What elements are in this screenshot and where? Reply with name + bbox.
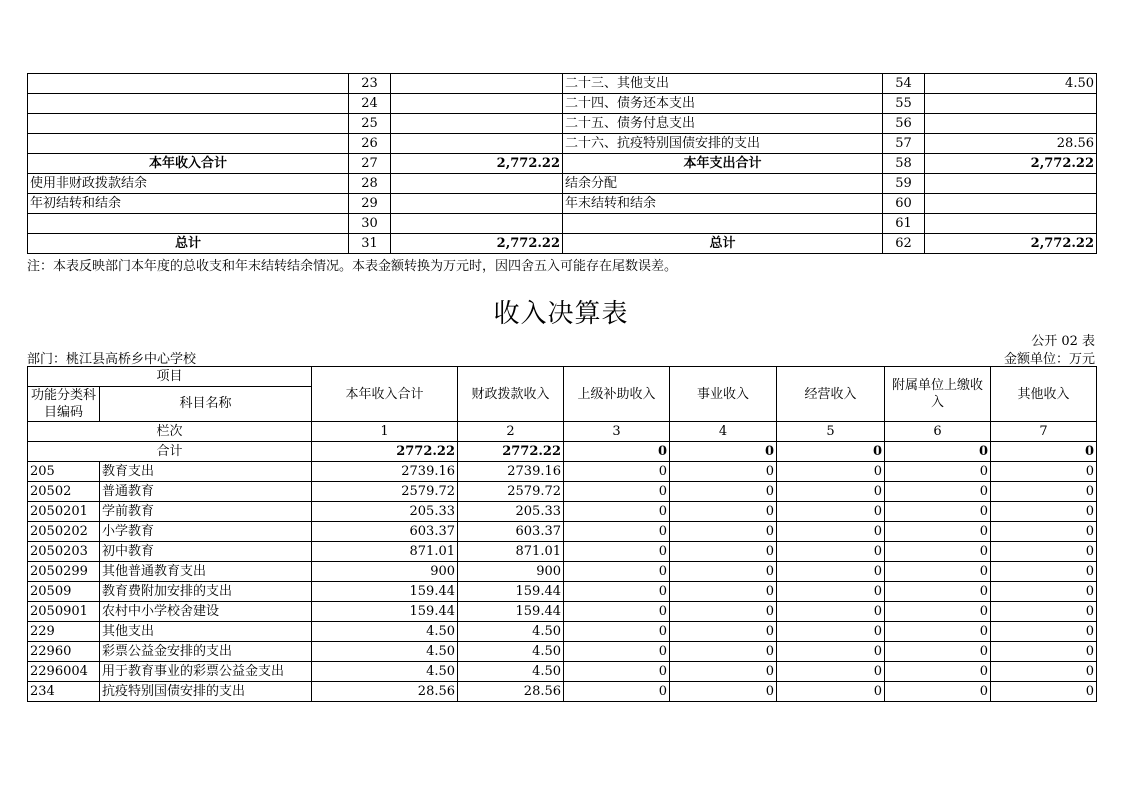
amount-cell: 4.50	[312, 642, 458, 662]
amount-cell: 159.44	[312, 582, 458, 602]
right-label: 二十五、债务付息支出	[563, 114, 883, 134]
left-label: 总计	[28, 234, 349, 254]
amount-cell: 0	[564, 522, 670, 542]
amount-cell: 0	[991, 682, 1097, 702]
amount-cell: 0	[670, 522, 777, 542]
table-row	[28, 542, 1097, 562]
amount-cell: 0	[885, 622, 991, 642]
header-fiscal: 财政拨款收入	[458, 367, 564, 422]
subject-name: 其他支出	[100, 622, 312, 642]
right-amount: 4.50	[925, 74, 1097, 94]
form-code: 公开 02 表	[1031, 334, 1095, 349]
amount-cell: 0	[670, 502, 777, 522]
header-superior: 上级补助收入	[564, 367, 670, 422]
right-amount	[925, 174, 1097, 194]
amount-cell: 0	[777, 622, 885, 642]
right-line-no: 54	[883, 74, 925, 94]
amount-cell: 0	[991, 642, 1097, 662]
table-row	[28, 134, 1097, 154]
right-amount	[925, 214, 1097, 234]
column-number: 7	[991, 422, 1097, 442]
table-row	[28, 114, 1097, 134]
left-amount	[391, 174, 563, 194]
amount-cell: 0	[991, 662, 1097, 682]
subject-code: 20509	[28, 582, 100, 602]
right-label	[563, 214, 883, 234]
amount-cell: 0	[991, 562, 1097, 582]
left-line-no: 27	[349, 154, 391, 174]
left-label	[28, 114, 349, 134]
left-label: 本年收入合计	[28, 154, 349, 174]
subject-name: 学前教育	[100, 502, 312, 522]
subject-code: 2050202	[28, 522, 100, 542]
amount-cell: 0	[670, 682, 777, 702]
amount-cell: 871.01	[458, 542, 564, 562]
left-label: 年初结转和结余	[28, 194, 349, 214]
left-amount	[391, 114, 563, 134]
left-amount: 2,772.22	[391, 154, 563, 174]
right-line-no: 60	[883, 194, 925, 214]
right-line-no: 56	[883, 114, 925, 134]
amount-cell: 0	[991, 522, 1097, 542]
left-amount	[391, 194, 563, 214]
subject-code: 22960	[28, 642, 100, 662]
right-label: 结余分配	[563, 174, 883, 194]
amount-cell: 4.50	[312, 662, 458, 682]
table-row	[28, 234, 1097, 254]
amount-cell: 0	[885, 502, 991, 522]
table-row	[28, 154, 1097, 174]
amount-cell: 0	[564, 542, 670, 562]
amount-cell: 28.56	[458, 682, 564, 702]
amount-cell: 0	[991, 622, 1097, 642]
header-row-1	[28, 367, 1097, 387]
amount-cell: 0	[777, 522, 885, 542]
amount-cell: 159.44	[458, 602, 564, 622]
amount-cell: 0	[777, 502, 885, 522]
right-amount	[925, 114, 1097, 134]
unit-label: 金额单位：万元	[1003, 352, 1095, 367]
amount-cell: 0	[991, 602, 1097, 622]
column-number: 1	[312, 422, 458, 442]
subject-code: 2050203	[28, 542, 100, 562]
header-other: 其他收入	[991, 367, 1097, 422]
column-number: 4	[670, 422, 777, 442]
amount-cell: 0	[777, 462, 885, 482]
left-label	[28, 74, 349, 94]
amount-cell: 0	[885, 682, 991, 702]
amount-cell: 0	[885, 562, 991, 582]
amount-cell: 603.37	[312, 522, 458, 542]
right-line-no: 55	[883, 94, 925, 114]
total-label: 合计	[28, 442, 312, 462]
amount-cell: 0	[670, 662, 777, 682]
table-row	[28, 622, 1097, 642]
table-row	[28, 214, 1097, 234]
column-number: 6	[885, 422, 991, 442]
right-amount: 2,772.22	[925, 234, 1097, 254]
amount-cell: 0	[777, 662, 885, 682]
left-label: 使用非财政拨款结余	[28, 174, 349, 194]
amount-cell: 0	[885, 522, 991, 542]
amount-cell: 0	[991, 482, 1097, 502]
total-value: 0	[564, 442, 670, 462]
right-line-no: 62	[883, 234, 925, 254]
amount-cell: 0	[670, 542, 777, 562]
amount-cell: 0	[777, 682, 885, 702]
left-amount	[391, 94, 563, 114]
subject-name: 教育支出	[100, 462, 312, 482]
table-row	[28, 74, 1097, 94]
right-label: 二十六、抗疫特别国债安排的支出	[563, 134, 883, 154]
amount-cell: 159.44	[312, 602, 458, 622]
amount-cell: 159.44	[458, 582, 564, 602]
header-operating: 经营收入	[777, 367, 885, 422]
amount-cell: 0	[885, 642, 991, 662]
amount-cell: 0	[777, 482, 885, 502]
subject-name: 抗疫特别国债安排的支出	[100, 682, 312, 702]
left-amount	[391, 74, 563, 94]
amount-cell: 4.50	[312, 622, 458, 642]
table-row	[28, 562, 1097, 582]
total-row	[28, 442, 1097, 462]
amount-cell: 0	[991, 542, 1097, 562]
header-func-code: 功能分类科目编码	[28, 387, 100, 422]
right-amount	[925, 194, 1097, 214]
right-line-no: 59	[883, 174, 925, 194]
amount-cell: 2739.16	[312, 462, 458, 482]
left-amount: 2,772.22	[391, 234, 563, 254]
amount-cell: 0	[991, 582, 1097, 602]
amount-cell: 0	[564, 602, 670, 622]
amount-cell: 2739.16	[458, 462, 564, 482]
left-label	[28, 134, 349, 154]
table-row	[28, 662, 1097, 682]
amount-cell: 0	[670, 582, 777, 602]
table-row	[28, 94, 1097, 114]
amount-cell: 0	[777, 582, 885, 602]
header-item: 项目	[28, 367, 312, 387]
subject-code: 2296004	[28, 662, 100, 682]
right-line-no: 58	[883, 154, 925, 174]
table-row	[28, 462, 1097, 482]
subject-name: 农村中小学校舍建设	[100, 602, 312, 622]
table-note: 注：本表反映部门本年度的总收支和年末结转结余情况。本表金额转换为万元时，因四舍五入可能存在尾数误差。	[27, 259, 678, 274]
amount-cell: 0	[564, 622, 670, 642]
left-line-no: 31	[349, 234, 391, 254]
amount-cell: 0	[777, 542, 885, 562]
right-label: 本年支出合计	[563, 154, 883, 174]
amount-cell: 4.50	[458, 642, 564, 662]
right-line-no: 61	[883, 214, 925, 234]
column-number: 2	[458, 422, 564, 442]
subject-name: 小学教育	[100, 522, 312, 542]
amount-cell: 28.56	[312, 682, 458, 702]
amount-cell: 0	[670, 602, 777, 622]
right-label: 二十四、债务还本支出	[563, 94, 883, 114]
amount-cell: 0	[885, 542, 991, 562]
subject-code: 2050901	[28, 602, 100, 622]
amount-cell: 205.33	[312, 502, 458, 522]
right-label: 二十三、其他支出	[563, 74, 883, 94]
amount-cell: 2579.72	[458, 482, 564, 502]
total-value: 0	[777, 442, 885, 462]
left-line-no: 28	[349, 174, 391, 194]
total-value: 0	[885, 442, 991, 462]
subject-name: 教育费附加安排的支出	[100, 582, 312, 602]
total-value: 0	[670, 442, 777, 462]
amount-cell: 0	[564, 462, 670, 482]
amount-cell: 0	[991, 502, 1097, 522]
amount-cell: 0	[885, 462, 991, 482]
summary-table	[27, 73, 1097, 254]
amount-cell: 0	[991, 462, 1097, 482]
subject-name: 用于教育事业的彩票公益金支出	[100, 662, 312, 682]
right-line-no: 57	[883, 134, 925, 154]
right-label: 年末结转和结余	[563, 194, 883, 214]
left-label	[28, 214, 349, 234]
left-line-no: 25	[349, 114, 391, 134]
total-value: 0	[991, 442, 1097, 462]
amount-cell: 0	[564, 662, 670, 682]
amount-cell: 2579.72	[312, 482, 458, 502]
amount-cell: 0	[670, 482, 777, 502]
left-amount	[391, 134, 563, 154]
amount-cell: 4.50	[458, 622, 564, 642]
right-label: 总计	[563, 234, 883, 254]
total-value: 2772.22	[312, 442, 458, 462]
amount-cell: 0	[885, 662, 991, 682]
amount-cell: 0	[777, 642, 885, 662]
amount-cell: 0	[564, 502, 670, 522]
department-label: 部门：桃江县高桥乡中心学校	[27, 352, 197, 367]
amount-cell: 0	[564, 682, 670, 702]
amount-cell: 0	[885, 602, 991, 622]
amount-cell: 0	[777, 602, 885, 622]
header-total: 本年收入合计	[312, 367, 458, 422]
amount-cell: 0	[670, 562, 777, 582]
amount-cell: 0	[564, 642, 670, 662]
left-line-no: 26	[349, 134, 391, 154]
amount-cell: 0	[564, 482, 670, 502]
table-row	[28, 602, 1097, 622]
header-business: 事业收入	[670, 367, 777, 422]
subject-name: 初中教育	[100, 542, 312, 562]
left-line-no: 30	[349, 214, 391, 234]
subject-code: 229	[28, 622, 100, 642]
income-table	[27, 366, 1097, 702]
right-amount: 28.56	[925, 134, 1097, 154]
table-row	[28, 174, 1097, 194]
column-number: 3	[564, 422, 670, 442]
subject-name: 彩票公益金安排的支出	[100, 642, 312, 662]
table-row	[28, 522, 1097, 542]
amount-cell: 900	[312, 562, 458, 582]
subject-name: 普通教育	[100, 482, 312, 502]
amount-cell: 0	[670, 462, 777, 482]
table-row	[28, 682, 1097, 702]
amount-cell: 0	[670, 642, 777, 662]
table-row	[28, 502, 1097, 522]
column-number: 5	[777, 422, 885, 442]
amount-cell: 871.01	[312, 542, 458, 562]
left-line-no: 23	[349, 74, 391, 94]
amount-cell: 0	[670, 622, 777, 642]
header-affiliated: 附属单位上缴收入	[885, 367, 991, 422]
amount-cell: 205.33	[458, 502, 564, 522]
table-row	[28, 582, 1097, 602]
left-line-no: 29	[349, 194, 391, 214]
subject-code: 234	[28, 682, 100, 702]
amount-cell: 0	[885, 482, 991, 502]
header-subject-name: 科目名称	[100, 387, 312, 422]
column-number-label: 栏次	[28, 422, 312, 442]
subject-code: 205	[28, 462, 100, 482]
amount-cell: 900	[458, 562, 564, 582]
table-row	[28, 642, 1097, 662]
left-amount	[391, 214, 563, 234]
subject-name: 其他普通教育支出	[100, 562, 312, 582]
table-row	[28, 194, 1097, 214]
table-row	[28, 482, 1097, 502]
page-title: 收入决算表	[493, 299, 629, 329]
amount-cell: 0	[564, 562, 670, 582]
column-number-row	[28, 422, 1097, 442]
total-value: 2772.22	[458, 442, 564, 462]
amount-cell: 0	[777, 562, 885, 582]
subject-code: 20502	[28, 482, 100, 502]
left-label	[28, 94, 349, 114]
amount-cell: 0	[564, 582, 670, 602]
right-amount	[925, 94, 1097, 114]
right-amount: 2,772.22	[925, 154, 1097, 174]
left-line-no: 24	[349, 94, 391, 114]
subject-code: 2050299	[28, 562, 100, 582]
amount-cell: 4.50	[458, 662, 564, 682]
amount-cell: 603.37	[458, 522, 564, 542]
subject-code: 2050201	[28, 502, 100, 522]
amount-cell: 0	[885, 582, 991, 602]
